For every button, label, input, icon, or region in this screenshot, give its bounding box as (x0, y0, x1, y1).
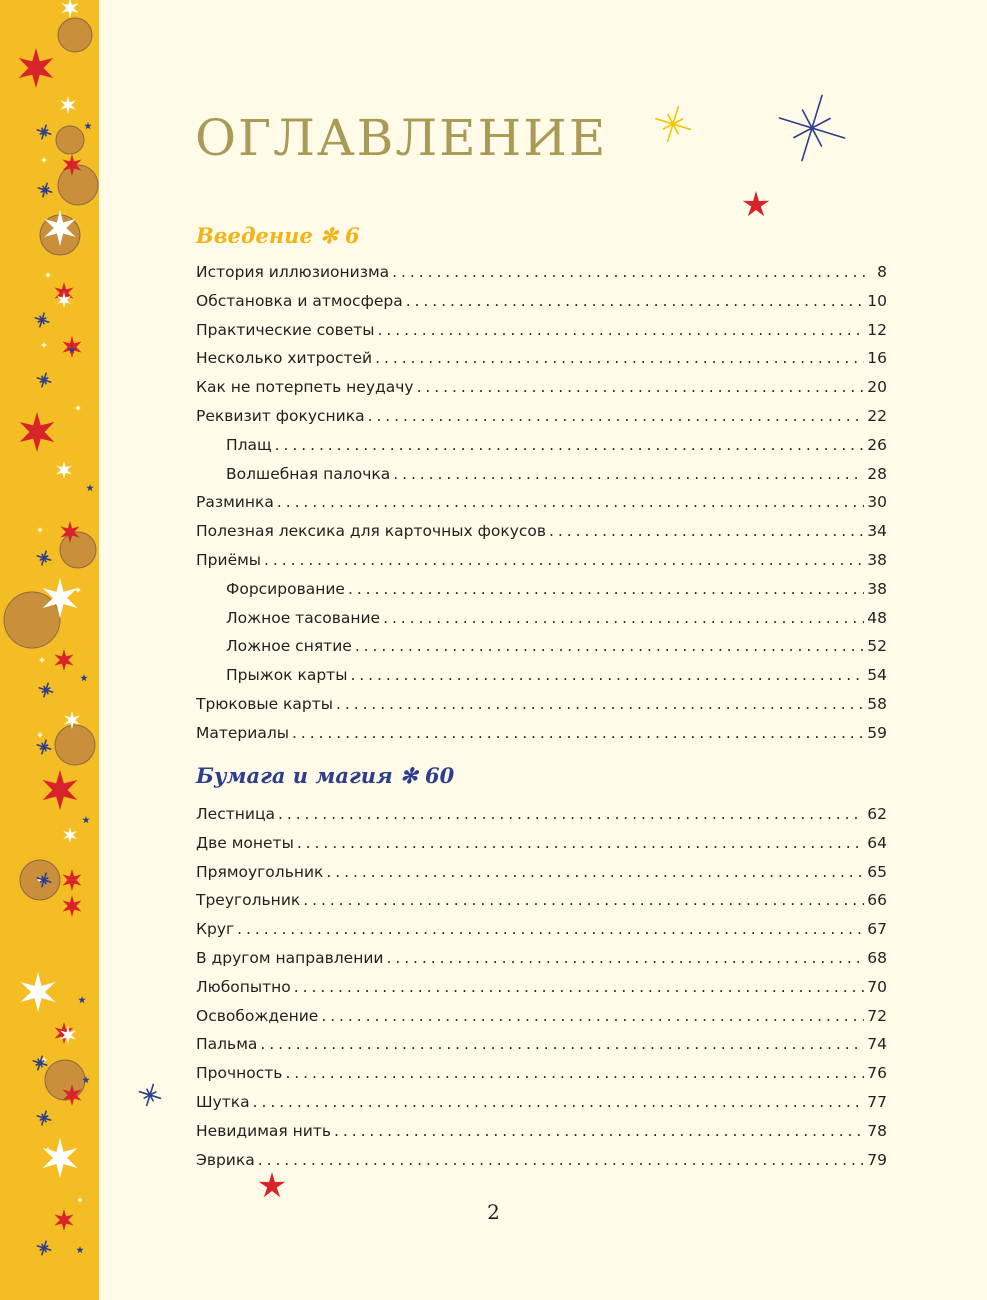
entry-title: Трюковые карты (196, 694, 334, 713)
toc-entry[interactable] (196, 973, 887, 1002)
page-number: 2 (487, 1200, 500, 1224)
toc-subentry[interactable] (196, 661, 887, 690)
entry-page: 12 (867, 320, 887, 339)
toc-subentry[interactable] (196, 460, 887, 489)
entry-page: 10 (867, 291, 887, 310)
entry-page: 48 (867, 608, 887, 627)
entry-title: Любопытно (196, 977, 291, 996)
dot-leader (336, 690, 864, 719)
entry-page: 65 (867, 862, 887, 881)
entry-page: 67 (867, 920, 887, 939)
page-title: ОГЛАВЛЕНИЕ (195, 109, 608, 167)
entry-page: 59 (867, 723, 887, 742)
entry-page: 28 (867, 464, 887, 483)
entry-page: 20 (867, 378, 887, 397)
toc-entry[interactable] (196, 944, 887, 973)
entry-title: Освобождение (196, 1006, 319, 1025)
entry-title: Невидимая нить (196, 1121, 332, 1140)
toc-entry[interactable] (196, 287, 887, 316)
entry-page: 62 (867, 805, 887, 823)
entry-title: Материалы (196, 723, 289, 742)
entry-page: 77 (867, 1092, 887, 1111)
dot-leader (406, 287, 865, 316)
entry-title: Практические советы (196, 320, 375, 339)
entry-page: 34 (867, 522, 887, 541)
entry-title: Как не потерпеть неудачу (196, 378, 414, 397)
entry-title: Форсирование (226, 579, 345, 598)
dot-leader (275, 431, 865, 460)
entry-title: Полезная лексика для карточных фокусов (196, 522, 547, 541)
star-icon (259, 1172, 286, 1197)
entry-page: 79 (867, 1150, 887, 1169)
toc-entry[interactable] (196, 344, 887, 373)
star-icon (743, 191, 770, 216)
entry-title: Шутка (196, 1092, 250, 1111)
entry-title: Прочность (196, 1064, 283, 1083)
dot-leader (303, 886, 864, 915)
toc-entry[interactable] (196, 1088, 887, 1117)
toc-entry[interactable] (196, 886, 887, 915)
entry-page: 26 (867, 435, 887, 454)
dot-leader (417, 373, 865, 402)
dot-leader (264, 546, 864, 575)
toc-subentry[interactable] (196, 431, 887, 460)
entry-title: Плащ (226, 435, 272, 454)
entry-title: Круг (196, 920, 235, 939)
entry-title: Прыжок карты (226, 666, 348, 685)
dot-leader (277, 488, 864, 517)
sparkle-icon (780, 96, 845, 161)
section-heading-paper-magic: Бумага и магия ✻ 60 (196, 763, 455, 788)
entry-title: Две монеты (196, 833, 294, 852)
dot-leader (368, 402, 865, 431)
entry-page: 8 (877, 263, 887, 281)
dot-leader (297, 829, 864, 858)
toc-entry[interactable] (196, 829, 887, 858)
dot-leader (375, 344, 864, 373)
dot-leader (278, 800, 864, 829)
dot-leader (549, 517, 864, 546)
dot-leader (350, 661, 864, 690)
dot-leader (378, 316, 865, 345)
entry-page: 38 (867, 550, 887, 569)
dot-leader (387, 944, 865, 973)
dot-leader (294, 973, 865, 1002)
toc-subentry[interactable] (196, 575, 887, 604)
toc-entry[interactable] (196, 1030, 887, 1059)
entry-page: 64 (867, 833, 887, 852)
dot-leader (334, 1117, 864, 1146)
toc-entry[interactable] (196, 258, 887, 287)
entry-page: 76 (867, 1064, 887, 1083)
entry-title: В другом направлении (196, 948, 384, 967)
entry-page: 54 (867, 666, 887, 685)
toc-entry[interactable] (196, 858, 887, 887)
toc-entry[interactable] (196, 690, 887, 719)
entry-page: 70 (867, 977, 887, 996)
toc-entry[interactable] (196, 488, 887, 517)
entry-page: 74 (867, 1035, 887, 1054)
toc-entry[interactable] (196, 546, 887, 575)
toc-entry[interactable] (196, 800, 887, 829)
entry-title: Треугольник (196, 891, 301, 910)
entry-title: Ложное снятие (226, 637, 352, 656)
entry-page: 22 (867, 406, 887, 425)
toc-subentry[interactable] (196, 604, 887, 633)
dot-leader (285, 1059, 864, 1088)
toc-entry[interactable] (196, 1002, 887, 1031)
entry-page: 52 (867, 637, 887, 656)
toc-entry[interactable] (196, 1059, 887, 1088)
entry-title: Лестница (196, 805, 275, 823)
toc-entry[interactable] (196, 373, 887, 402)
dot-leader (383, 604, 864, 633)
toc-entry[interactable] (196, 719, 887, 748)
entry-page: 72 (867, 1006, 887, 1025)
dot-leader (258, 1146, 865, 1175)
dot-leader (321, 1002, 864, 1031)
toc-entry[interactable] (196, 915, 887, 944)
entry-title: Реквизит фокусника (196, 406, 365, 425)
toc-entry[interactable] (196, 517, 887, 546)
entry-title: Прямоугольник (196, 862, 324, 881)
entry-page: 16 (867, 349, 887, 368)
entry-page: 30 (867, 493, 887, 512)
entry-title: Обстановка и атмосфера (196, 291, 403, 310)
toc-list-paper-magic (196, 800, 887, 1174)
dot-leader (260, 1030, 864, 1059)
entry-title: Пальма (196, 1035, 258, 1054)
entry-title: Волшебная палочка (226, 464, 391, 483)
entry-title: Ложное тасование (226, 608, 381, 627)
entry-page: 66 (867, 891, 887, 910)
entry-page: 78 (867, 1121, 887, 1140)
toc-entry[interactable] (196, 316, 887, 345)
section-heading-introduction: Введение ✻ 6 (196, 223, 360, 248)
entry-title: Приёмы (196, 550, 262, 569)
toc-list-introduction (196, 258, 887, 748)
dot-leader (393, 460, 864, 489)
dot-leader (392, 258, 870, 287)
toc-subentry[interactable] (196, 632, 887, 661)
dot-leader (292, 719, 864, 748)
sparkle-icon (140, 1085, 161, 1106)
toc-entry[interactable] (196, 1117, 887, 1146)
dot-leader (326, 858, 864, 887)
dot-leader (348, 575, 864, 604)
toc-entry[interactable] (196, 1146, 887, 1175)
entry-title: Эврика (196, 1150, 255, 1169)
dot-leader (253, 1088, 865, 1117)
sparkle-icon (656, 107, 690, 141)
entry-title: Разминка (196, 493, 274, 512)
entry-title: История иллюзионизма (196, 263, 390, 281)
entry-title: Несколько хитростей (196, 349, 373, 368)
entry-page: 68 (867, 948, 887, 967)
entry-page: 58 (867, 694, 887, 713)
toc-entry[interactable] (196, 402, 887, 431)
dot-leader (237, 915, 864, 944)
dot-leader (355, 632, 864, 661)
entry-page: 38 (867, 579, 887, 598)
